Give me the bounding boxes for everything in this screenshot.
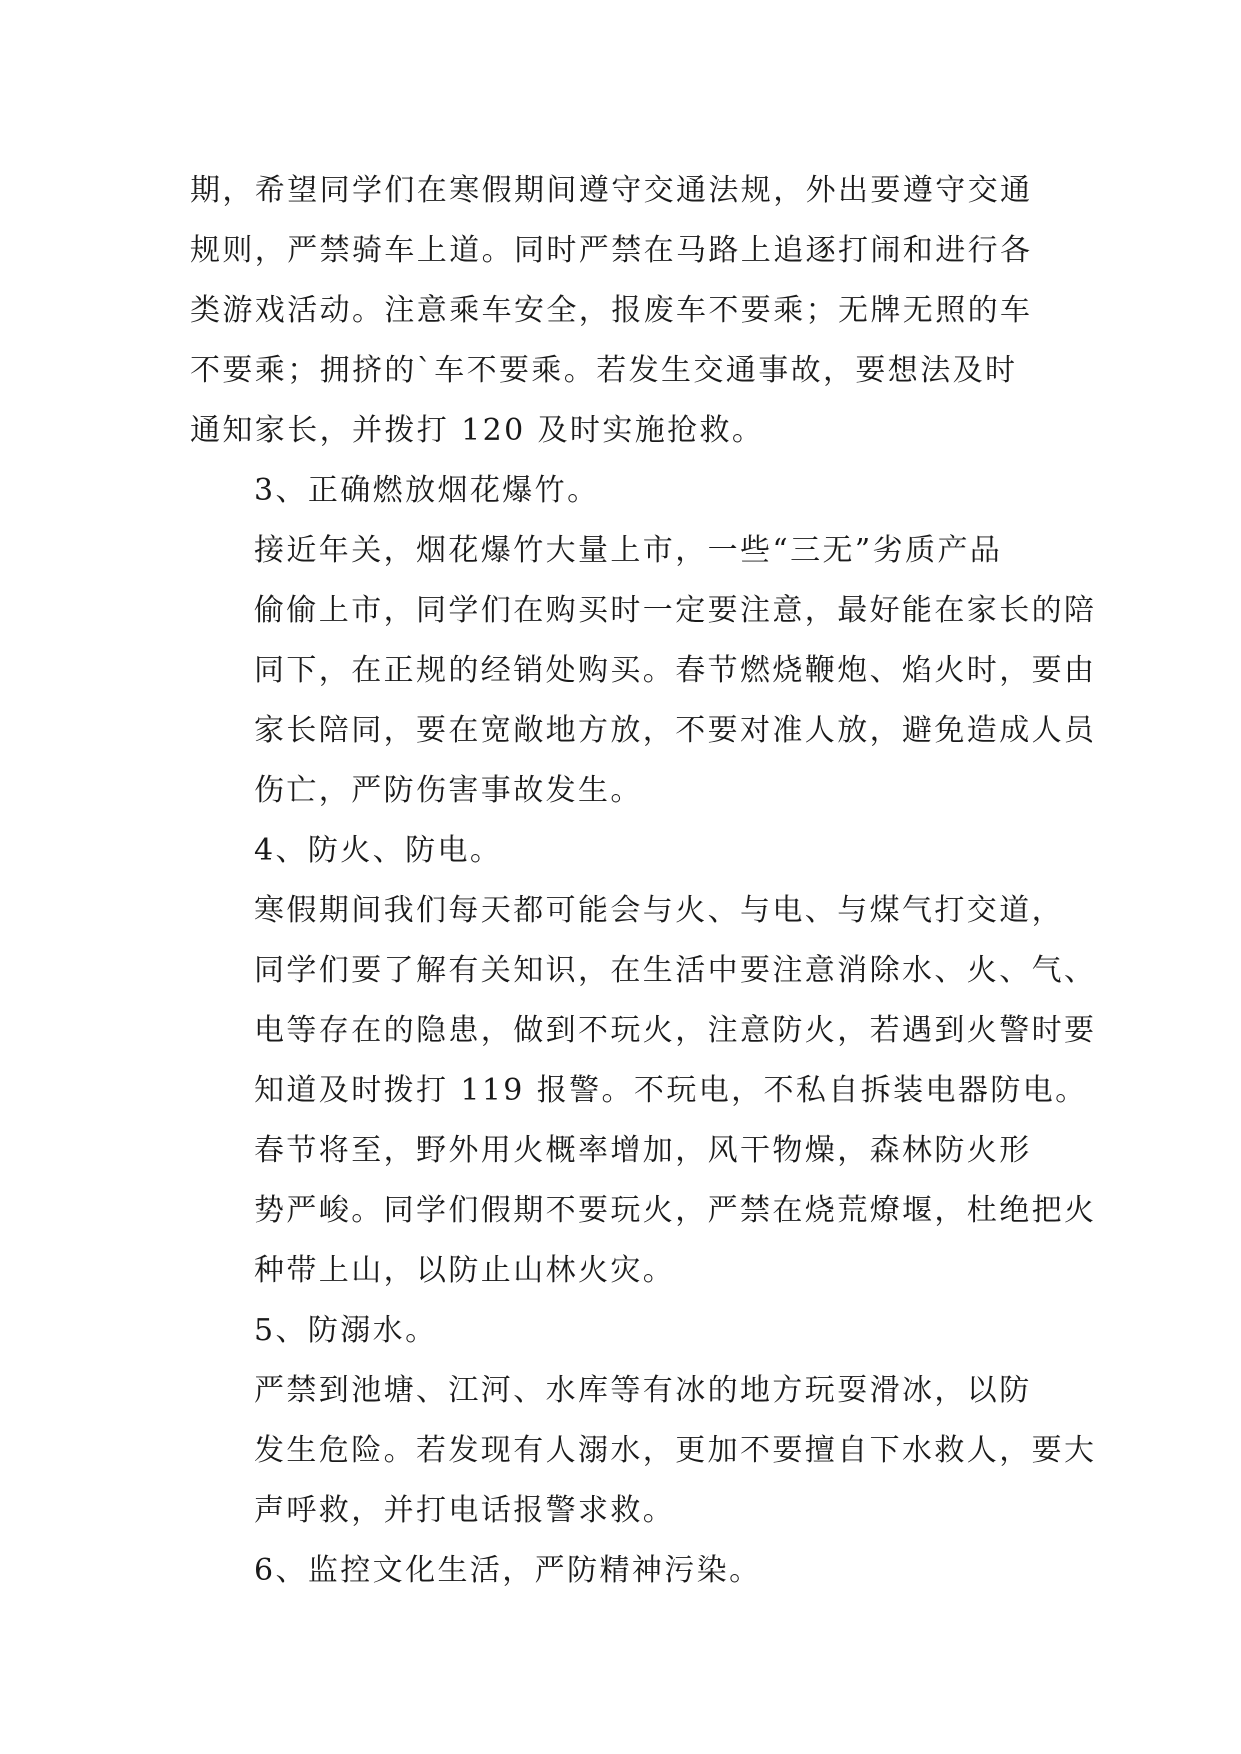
text-line: 春节将至，野外用火概率增加，风干物燥，森林防火形 bbox=[254, 1133, 1032, 1168]
paragraph-fireworks bbox=[190, 521, 1097, 821]
text-line: 接近年关，烟花爆竹大量上市，一些“三无”劣质产品 bbox=[254, 533, 1003, 568]
text-line: 家长陪同，要在宽敞地方放，不要对准人放，避免造成人员 bbox=[254, 713, 1097, 748]
paragraph-traffic-safety bbox=[190, 161, 1052, 461]
heading-fireworks bbox=[190, 461, 1052, 521]
section-heading: 5、防溺水。 bbox=[254, 1313, 438, 1348]
heading-fire-electricity bbox=[190, 821, 1052, 881]
paragraph-drowning bbox=[190, 1361, 1097, 1541]
text-line: 同学们要了解有关知识，在生活中要注意消除水、火、气、 bbox=[254, 953, 1097, 988]
text-line: 寒假期间我们每天都可能会与火、与电、与煤气打交道， bbox=[254, 893, 1064, 928]
text-line: 发生危险。若发现有人溺水，更加不要擅自下水救人，要大 bbox=[254, 1433, 1097, 1468]
text-line: 电等存在的隐患，做到不玩火，注意防火，若遇到火警时要 bbox=[254, 1013, 1097, 1048]
text-line: 规则，严禁骑车上道。同时严禁在马路上追逐打闹和进行各 bbox=[190, 233, 1033, 268]
text-line: 知道及时拨打 119 报警。不玩电，不私自拆装电器防电。 bbox=[254, 1073, 1088, 1108]
text-line: 种带上山，以防止山林火灾。 bbox=[254, 1253, 676, 1288]
text-line: 伤亡，严防伤害事故发生。 bbox=[254, 773, 643, 808]
section-heading: 4、防火、防电。 bbox=[254, 833, 503, 868]
heading-drowning bbox=[190, 1301, 1052, 1361]
text-line: 期，希望同学们在寒假期间遵守交通法规，外出要遵守交通 bbox=[190, 173, 1033, 208]
paragraph-forest-fire bbox=[190, 1121, 1097, 1301]
section-heading: 6、监控文化生活，严防精神污染。 bbox=[254, 1553, 762, 1588]
text-line: 同下，在正规的经销处购买。春节燃烧鞭炮、焰火时，要由 bbox=[254, 653, 1097, 688]
heading-cultural-life bbox=[190, 1541, 1052, 1601]
section-heading: 3、正确燃放烟花爆竹。 bbox=[254, 473, 600, 508]
body-text bbox=[190, 161, 1097, 1601]
text-line: 声呼救，并打电话报警求救。 bbox=[254, 1493, 676, 1528]
paragraph-fire-electricity bbox=[190, 881, 1097, 1121]
text-line: 通知家长，并拨打 120 及时实施抢救。 bbox=[190, 413, 765, 448]
text-line: 势严峻。同学们假期不要玩火，严禁在烧荒燎堰，杜绝把火 bbox=[254, 1193, 1097, 1228]
text-line: 严禁到池塘、江河、水库等有冰的地方玩耍滑冰，以防 bbox=[254, 1373, 1032, 1408]
text-line: 不要乘；拥挤的`车不要乘。若发生交通事故，要想法及时 bbox=[190, 353, 1018, 388]
text-line: 偷偷上市，同学们在购买时一定要注意，最好能在家长的陪 bbox=[254, 593, 1097, 628]
text-line: 类游戏活动。注意乘车安全，报废车不要乘；无牌无照的车 bbox=[190, 293, 1033, 328]
